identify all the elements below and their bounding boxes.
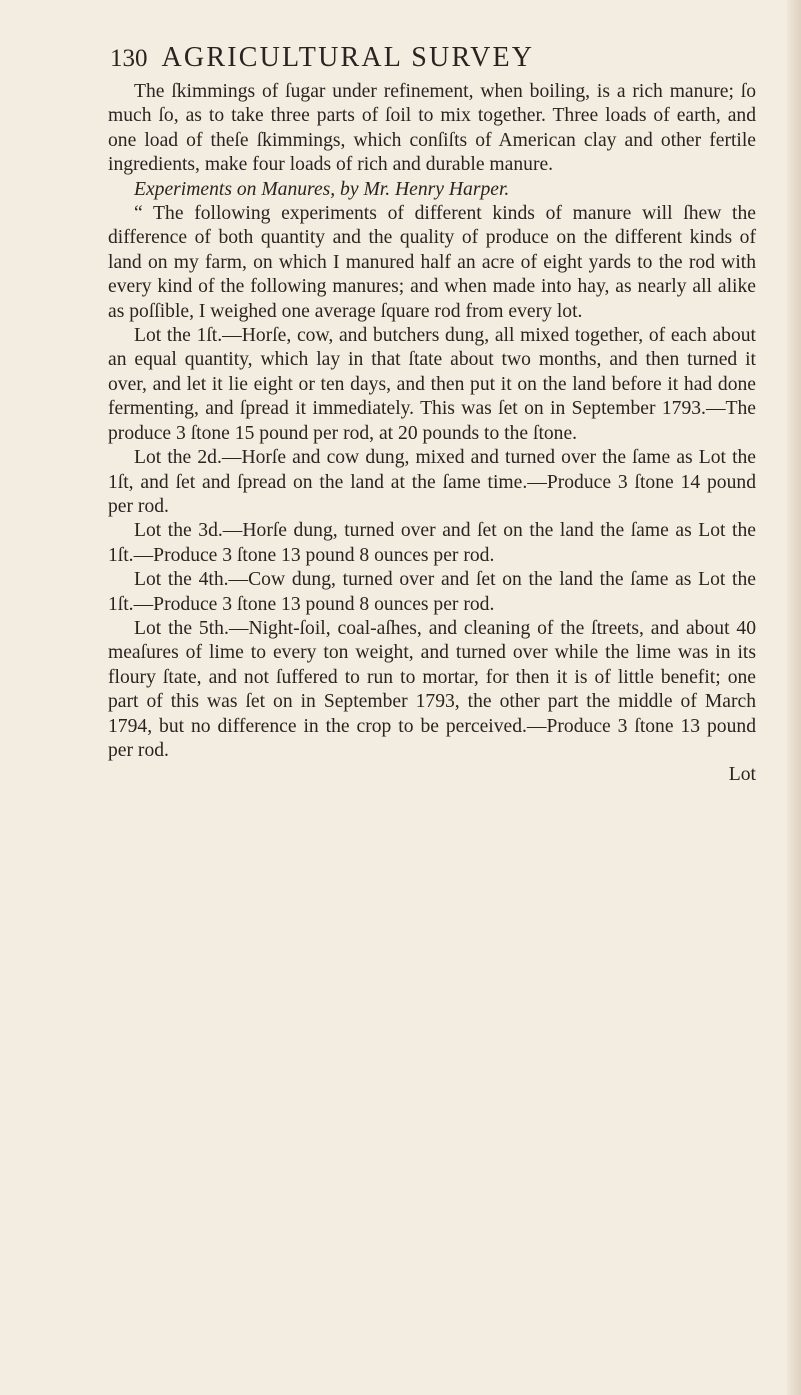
- paragraph-lot-1: Lot the 1ſt.—Horſe, cow, and butchers dung, all mixed together, of each about an equal quantity, which lay in that ſtate about two months, and then turned it over, and let it lie eight or ten days, and then put it on the land before it had done fermenting, and ſpread it immediately. This was ſet on in September 1793.—The produce 3 ſtone 15 pound per rod, at 20 pounds to the ſtone.: [108, 325, 756, 444]
- paragraph-opening: “ The following experiments of different kinds of manure will ſhew the difference of both quantity and the quality of produce on the different kinds of land on my farm, on which I manured half an acre of eight yards to the rod with every kind of the following manures; and when made into hay, as nearly all alike as poſſible, I weighed one average ſquare rod from every lot.: [108, 203, 756, 322]
- intro-paragraph: The ſkimmings of ſugar under refinement, when boiling, is a rich manure; ſo much ſo, as to take three parts of ſoil to mix together. Three loads of earth, and one load of theſe ſkimmings, which conſiſts of American clay and other fertile ingredients, make four loads of rich and durable manure.: [108, 81, 756, 176]
- page-header: [110, 42, 750, 82]
- catchword: Lot: [728, 764, 756, 786]
- paragraph-lot-4: Lot the 4th.—Cow dung, turned over and ſet on the land the ſame as Lot the 1ſt.—Produce 3 ſtone 13 pound 8 ounces per rod.: [108, 569, 756, 615]
- body-text: [108, 80, 756, 788]
- paragraph-lot-2: Lot the 2d.—Horſe and cow dung, mixed and turned over the ſame as Lot the 1ſt, and ſet and ſpread on the land at the ſame time.—Produce 3 ſtone 14 pound per rod.: [108, 447, 756, 517]
- page-edge: [787, 0, 801, 1395]
- section-title: Experiments on Manures, by Mr. Henry Harper.: [134, 178, 510, 200]
- paragraph-lot-5: Lot the 5th.—Night-ſoil, coal-aſhes, and cleaning of the ſtreets, and about 40 meaſures of lime to every ton weight, and turned over while the lime was in its floury ſtate, and not ſuffered to run to mortar, for then it is of little benefit; one part of this was ſet on in September 1793, the other part the middle of March 1794, but no difference in the crop to be perceived.—Produce 3 ſtone 13 pound per rod.: [108, 617, 756, 761]
- page-number: 130: [110, 45, 148, 72]
- running-title: AGRICULTURAL SURVEY: [161, 42, 535, 73]
- paragraph-lot-3: Lot the 3d.—Horſe dung, turned over and ſet on the land the ſame as Lot the 1ſt.—Produce 3 ſtone 13 pound 8 ounces per rod.: [108, 520, 756, 566]
